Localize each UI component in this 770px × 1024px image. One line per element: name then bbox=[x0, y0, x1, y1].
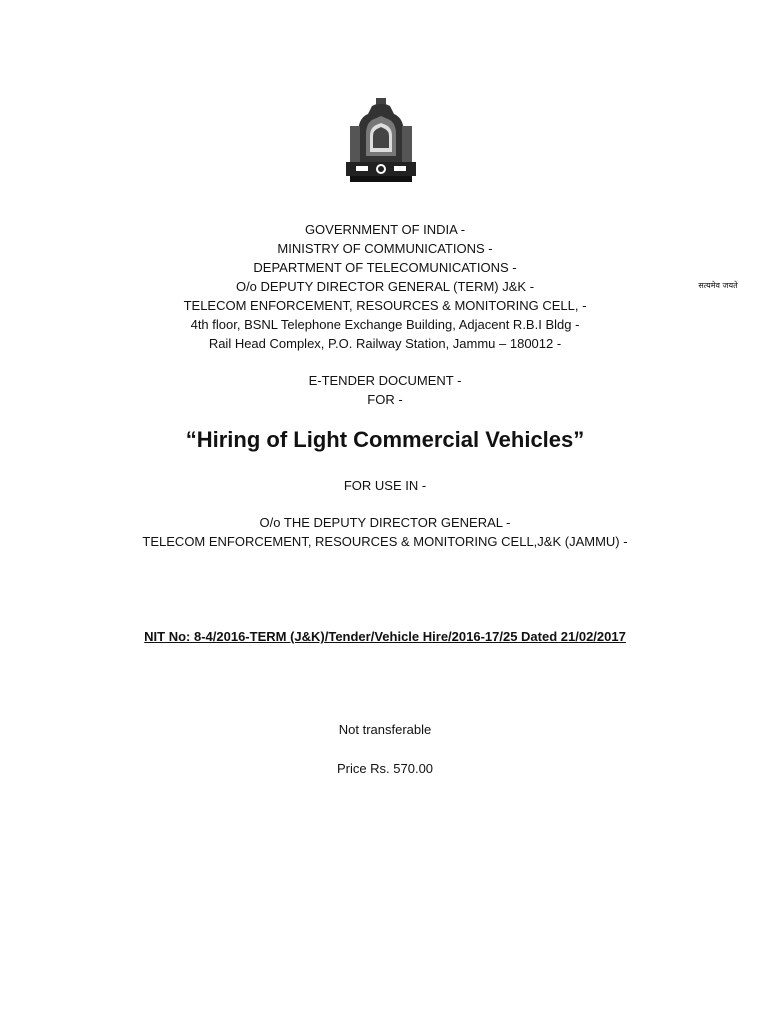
document-title: “Hiring of Light Commercial Vehicles” bbox=[185, 427, 585, 452]
header-block bbox=[0, 220, 770, 353]
price-label: Price Rs. 570.00 bbox=[336, 761, 434, 776]
header-line-cell: TELECOM ENFORCEMENT, RESOURCES & MONITORING CELL, - bbox=[183, 298, 587, 313]
nit-number: NIT No: 8-4/2016-TERM (J&K)/Tender/Vehicle Hire/2016-17/25 Dated 21/02/2017 bbox=[144, 629, 626, 644]
header-line-address: 4th floor, BSNL Telephone Exchange Building, Adjacent R.B.I Bldg - bbox=[190, 317, 580, 332]
for-label: FOR - bbox=[367, 392, 403, 407]
not-transferable-note: Not transferable bbox=[338, 722, 432, 737]
etender-block bbox=[0, 371, 770, 409]
header-line-department: DEPARTMENT OF TELECOMUNICATIONS - bbox=[253, 260, 517, 275]
office-block bbox=[0, 513, 770, 551]
header-line-ministry: MINISTRY OF COMMUNICATIONS - bbox=[277, 241, 493, 256]
header-line-government: GOVERNMENT OF INDIA - bbox=[304, 222, 466, 237]
header-line-address-2: Rail Head Complex, P.O. Railway Station, Jammu – 180012 - bbox=[208, 336, 562, 351]
etender-document-label: E-TENDER DOCUMENT - bbox=[308, 373, 462, 388]
emblem-motto: सत्यमेव जयते bbox=[698, 281, 738, 290]
office-line-cell: TELECOM ENFORCEMENT, RESOURCES & MONITORING CELL,J&K (JAMMU) - bbox=[142, 534, 628, 549]
lion-capital-icon bbox=[336, 96, 426, 188]
for-use-in-label: FOR USE IN - bbox=[343, 478, 427, 493]
header-line-office: O/o DEPUTY DIRECTOR GENERAL (TERM) J&K - bbox=[235, 279, 535, 294]
office-line-ddg: O/o THE DEPUTY DIRECTOR GENERAL - bbox=[259, 515, 511, 530]
